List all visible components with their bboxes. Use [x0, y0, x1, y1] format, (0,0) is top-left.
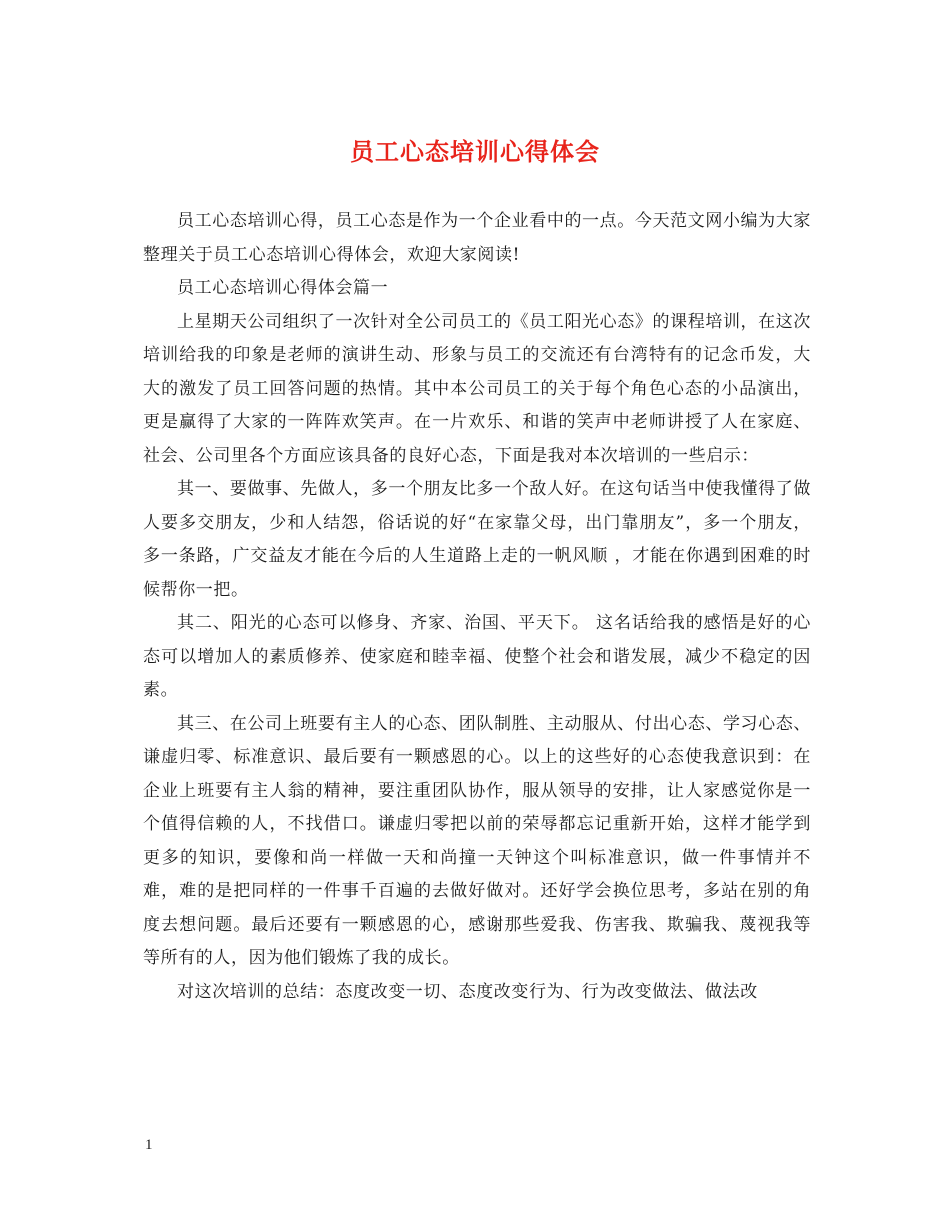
- page-number: 1: [145, 1137, 153, 1153]
- paragraph-point-three: 其三、在公司上班要有主人的心态、团队制胜、主动服从、付出心态、学习心态、谦虚归零、标准意识、最后要有一颗感恩的心。以上的这些好的心态使我意识到：在企业上班要有主人翁的精神，要注重团队协作，服从领导的安排，让人家感觉你是一个值得信赖的人，不找借口。谦虚归零把以前的荣辱都忘记重新开始，这样才能学到更多的知识，要像和尚一样做一天和尚撞一天钟这个叫标准意识，做一件事情并不难，难的是把同样的一件事千百遍的去做好做对。还好学会换位思考，多站在别的角度去想问题。最后还要有一颗感恩的心，感谢那些爱我、伤害我、欺骗我、蔑视我等等所有的人，因为他们锻炼了我的成长。: [143, 713, 811, 968]
- paragraph-point-one: 其一、要做事、先做人，多一个朋友比多一个敌人好。在这句话当中使我懂得了做人要多交朋友，少和人结怨，俗话说的好“在家靠父母，出门靠朋友”，多一个朋友，多一条路，广交益友才能在今后的人生道路上走的一帆风顺 ，才能在你遇到困难的时候帮你一把。: [143, 479, 811, 600]
- paragraph-intro: 员工心态培训心得，员工心态是作为一个企业看中的一点。今天范文网小编为大家整理关于员工心态培训心得体会，欢迎大家阅读!: [143, 211, 811, 265]
- paragraph-section-heading: 员工心态培训心得体会篇一: [177, 278, 389, 298]
- document-title: 员工心态培训心得体会: [350, 137, 600, 166]
- document-body: [143, 205, 811, 1009]
- paragraph-point-two: 其二、阳光的心态可以修身、齐家、治国、平天下。 这名话给我的感悟是好的心态可以增加人的素质修养、使家庭和睦幸福、使整个社会和谐发展，减少不稳定的因素。: [143, 613, 811, 700]
- paragraph-summary: 对这次培训的总结：态度改变一切、态度改变行为、行为改变做法、做法改: [177, 981, 758, 1002]
- paragraph-training-description: 上星期天公司组织了一次针对全公司员工的《员工阳光心态》的课程培训，在这次培训给我的印象是老师的演讲生动、形象与员工的交流还有台湾特有的记念币发，大大的激发了员工回答问题的热情。其中本公司员工的关于每个角色心态的小品演出，更是赢得了大家的一阵阵欢笑声。在一片欢乐、和谐的笑声中老师讲授了人在家庭、社会、公司里各个方面应该具备的良好心态，下面是我对本次培训的一些启示：: [143, 311, 811, 466]
